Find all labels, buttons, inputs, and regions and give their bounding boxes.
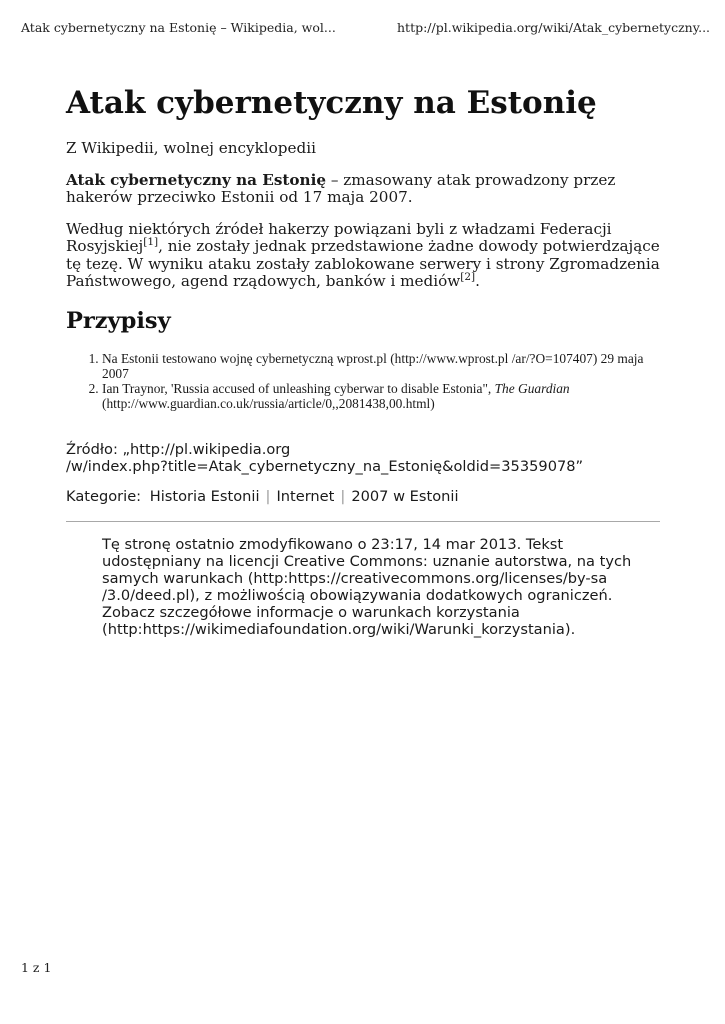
reference-item-2[interactable] bbox=[102, 381, 660, 411]
lead-text: – zmasowany atak prowadzony przez hakerów przeciwko Estonii od 17 maja 2007. bbox=[66, 170, 616, 206]
reference-item-1[interactable]: 1. Na Estonii testowano wojnę cybernetyczną wprost.pl (http://www.wprost.pl /ar/?O=107407) 29 maja 2007 bbox=[102, 351, 660, 381]
site-tagline: Z Wikipedii, wolnej encyklopedii bbox=[66, 139, 316, 157]
footer-divider bbox=[66, 521, 660, 522]
print-header-url: http://pl.wikipedia.org/wiki/Atak_cybernetyczny... bbox=[397, 20, 711, 35]
body-text-3: . bbox=[475, 272, 480, 290]
reference-2-text-b: (http://www.guardian.co.uk/russia/article/0,,2081438,00.html) bbox=[102, 395, 435, 411]
references-list bbox=[66, 351, 660, 411]
body-text-1: Według niektórych źródeł hakerzy powiązani byli z władzami Federacji Rosyjskiej bbox=[66, 219, 612, 255]
reference-2-text-a: Ian Traynor, 'Russia accused of unleashing cyberwar to disable Estonia", bbox=[102, 380, 495, 396]
category-separator: | bbox=[265, 487, 271, 505]
lead-bold-term: Atak cybernetyczny na Estonię bbox=[66, 170, 327, 189]
references-heading: Przypisy bbox=[66, 307, 171, 334]
categories-bar bbox=[66, 488, 660, 505]
body-paragraph bbox=[66, 221, 660, 291]
category-separator: | bbox=[340, 487, 346, 505]
source-line-2[interactable]: /w/index.php?title=Atak_cybernetyczny_na_Estonię&oldid=35359078” bbox=[66, 457, 584, 475]
print-header-title: Atak cybernetyczny na Estonię – Wikipedia, wol... bbox=[21, 20, 336, 35]
category-link-2007-w-estonii[interactable]: 2007 w Estonii bbox=[351, 487, 459, 505]
body-text-2: , nie zostały jednak przedstawione żadne dowody potwierdzające tę tezę. W wyniku ataku zostały zablokowane serwery i strony Zgromadzenia Państwowego, agend rządowych, banków i mediów bbox=[66, 237, 660, 290]
category-link-internet[interactable]: Internet bbox=[276, 487, 335, 505]
page-title: Atak cybernetyczny na Estonię bbox=[66, 85, 597, 121]
category-link-historia-estonii[interactable]: Historia Estonii bbox=[149, 487, 260, 505]
reference-2-publication: The Guardian bbox=[494, 380, 570, 396]
reference-link-1[interactable]: [1] bbox=[143, 236, 159, 248]
article-content bbox=[66, 84, 660, 638]
reference-link-2[interactable]: [2] bbox=[460, 271, 476, 283]
page-number: 1 z 1 bbox=[21, 960, 52, 975]
lead-paragraph bbox=[66, 172, 660, 207]
categories-label[interactable]: Kategorie: bbox=[66, 487, 142, 505]
footer-license-text: Tę stronę ostatnio zmodyfikowano o 23:17, 14 mar 2013. Tekst udostępniany na licencji Creative Commons: uznanie autorstwa, na tych samych warunkach (http:https://creativecommons.org/licenses/by-sa /3.0/deed.pl), z możliwością obowiązywania dodatkowych ograniczeń. Zobacz szczegółowe informacje o warunkach korzystania (http:https://wikimediafoundation.org/wiki/Warunki_korzystania). bbox=[102, 535, 632, 638]
source-line-1[interactable]: Źródło: „http://pl.wikipedia.org bbox=[66, 440, 291, 458]
source-note bbox=[66, 441, 660, 475]
